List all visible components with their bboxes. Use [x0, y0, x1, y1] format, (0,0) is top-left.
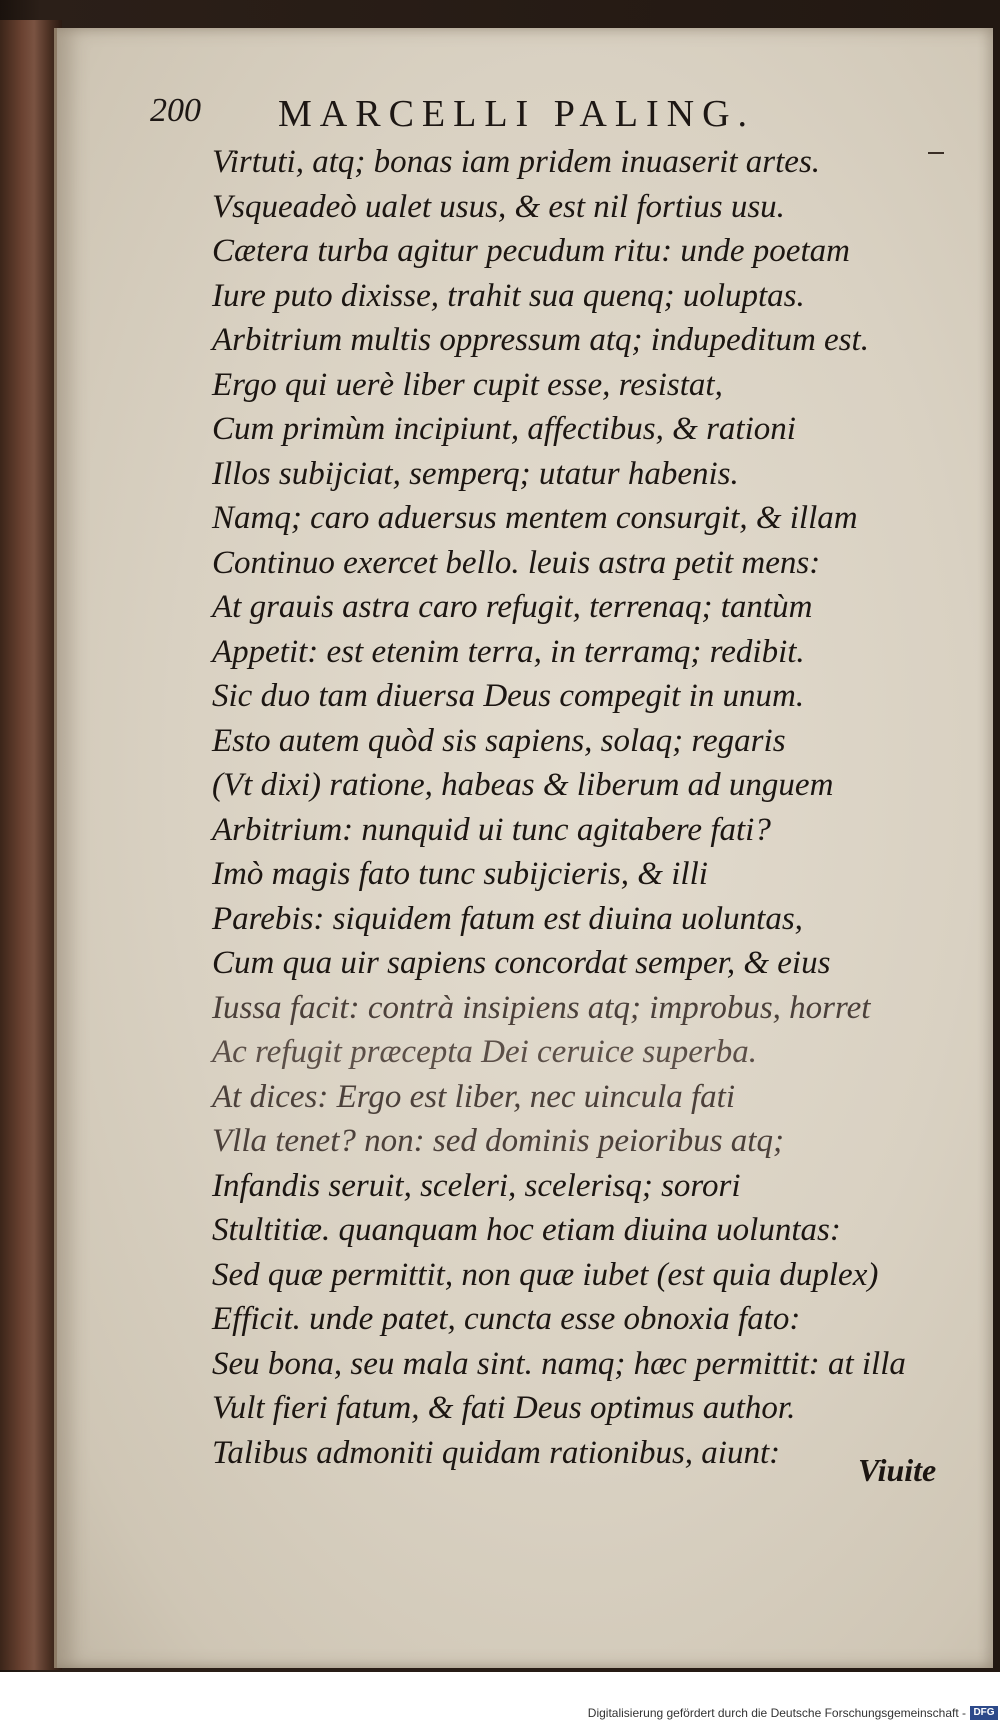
running-head [150, 92, 850, 136]
text-line: At grauis astra caro refugit, terrenaq; tantùm [212, 589, 813, 625]
text-line: Vlla tenet? non: sed dominis peioribus atq; [212, 1123, 784, 1159]
text-line: Vsqueadeò ualet usus, & est nil fortius usu. [212, 188, 785, 225]
text-line: Illos subijciat, semperq; utatur habenis. [212, 455, 739, 492]
text-line: (Vt dixi) ratione, habeas & liberum ad unguem [212, 767, 834, 803]
text-line: Cætera turba agitur pecudum ritu: unde poetam [212, 233, 850, 269]
text-line: Sed quæ permittit, non quæ iubet (est quia duplex) [212, 1256, 879, 1293]
text-line: Efficit. unde patet, cuncta esse obnoxia fato: [212, 1301, 801, 1337]
digitization-footer [0, 1704, 1000, 1724]
text-line: Cum primùm incipiunt, affectibus, & rationi [212, 411, 796, 447]
verse-text [212, 140, 952, 1475]
text-line: Cum qua uir sapiens concordat semper, & eius [212, 945, 831, 981]
text-line: Imò magis fato tunc subijcieris, & illi [212, 856, 708, 892]
catchword: Viuite [858, 1452, 937, 1488]
dfg-logo: DFG [970, 1706, 998, 1720]
text-line: Esto autem quòd sis sapiens, solaq; regaris [212, 722, 786, 759]
text-line: Seu bona, seu mala sint. namq; hæc permittit: at illa [212, 1345, 906, 1382]
text-line: Appetit: est etenim terra, in terramq; redibit. [212, 633, 805, 670]
text-line: Arbitrium multis oppressum atq; indupeditum est. [212, 322, 869, 358]
text-line: Parebis: siquidem fatum est diuina uoluntas, [212, 900, 803, 937]
text-line: Virtuti, atq; bonas iam pridem inuaserit artes. [212, 144, 821, 180]
text-line: Infandis seruit, sceleri, scelerisq; sorori [212, 1167, 741, 1204]
page-number: 200 [150, 92, 201, 129]
text-line: Ac refugit præcepta Dei ceruice superba. [212, 1034, 757, 1070]
text-line: Iure puto dixisse, trahit sua quenq; uoluptas. [212, 277, 805, 314]
running-title: MARCELLI PALING. [278, 93, 756, 135]
text-line: Stultitiæ. quanquam hoc etiam diuina uoluntas: [212, 1212, 841, 1248]
text-line: At dices: Ergo est liber, nec uincula fati [212, 1078, 736, 1115]
book-spine-edge [0, 20, 62, 1670]
funding-credit: Digitalisierung gefördert durch die Deutsche Forschungsgemeinschaft - [587, 1706, 966, 1720]
text-line: Talibus admoniti quidam rationibus, aiunt: [212, 1434, 781, 1471]
text-line: Arbitrium: nunquid ui tunc agitabere fati? [212, 811, 771, 848]
text-line: Vult fieri fatum, & fati Deus optimus author. [212, 1390, 796, 1426]
text-line: Iussa facit: contrà insipiens atq; improbus, horret [212, 989, 871, 1026]
text-line: Continuo exercet bello. leuis astra petit mens: [212, 544, 821, 581]
text-line: Sic duo tam diuersa Deus compegit in unum. [212, 678, 805, 714]
text-line: Ergo qui uerè liber cupit esse, resistat, [212, 366, 723, 403]
text-line: Namq; caro aduersus mentem consurgit, & illam [212, 500, 858, 536]
